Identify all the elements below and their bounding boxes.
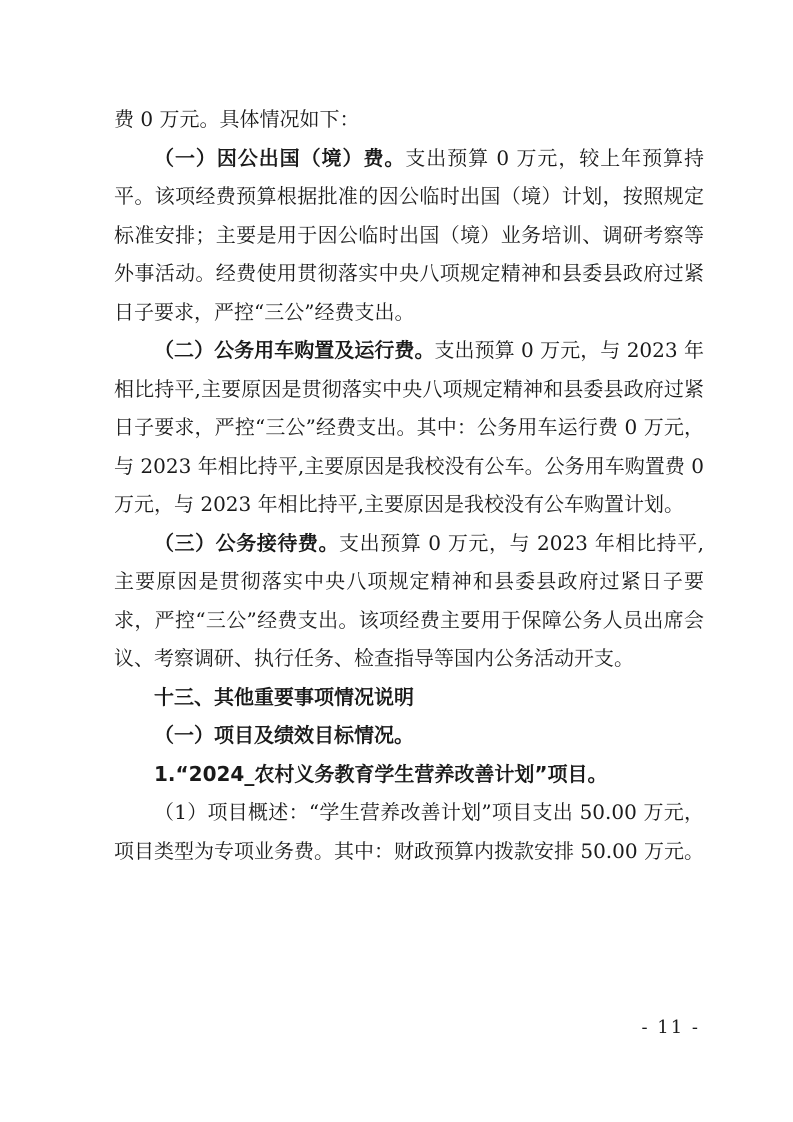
section-heading-13: 十三、其他重要事项情况说明 xyxy=(154,684,414,709)
paragraph-vehicle xyxy=(114,331,704,524)
paragraph-text: 费 0 万元。具体情况如下： xyxy=(114,107,360,131)
paragraph-foreign-travel xyxy=(114,139,704,332)
paragraph-text: 支出预算 0 万元，与 2023 年相比持平,主要原因是贯彻落实中央八项规定精神和县委县政府过紧日子要求，严控“三公”经费支出。其中：公务用车运行费 0 万元，与 2023 年相比持平,主要原因是我校没有公车。公务用车购置费 0 万元，与 2023 年相比持平,主要原因是我校没有公车购置计划。 xyxy=(114,338,705,516)
paragraph-continuation xyxy=(114,100,704,139)
paragraph-lead: （三）公务接待费。 xyxy=(154,530,340,555)
paragraph-lead: （二）公务用车购置及运行费。 xyxy=(154,338,435,362)
paragraph-reception xyxy=(114,524,704,678)
paragraph-text: 支出预算 0 万元，较上年预算持平。该项经费预算根据批准的因公临时出国（境）计划，按照规定标准安排；主要是用于因公临时出国（境）业务培训、调研考察等外事活动。经费使用贯彻落实中央八项规定精神和县委县政府过紧日子要求，严控“三公”经费支出。 xyxy=(114,145,705,324)
paragraph-project-overview: （1）项目概述：“学生营养改善计划”项目支出 50.00 万元，项目类型为专项业务费。其中：财政预算内拨款安排 50.00 万元。 xyxy=(114,800,704,863)
paragraph-lead: （一）因公出国（境）费。 xyxy=(154,145,406,170)
document-body xyxy=(114,100,704,870)
paragraph-text: 支出预算 0 万元，与 2023 年相比持平,主要原因是贯彻落实中央八项规定精神和县委县政府过紧日子要求，严控“三公”经费支出。该项经费主要用于保障公务人员出席会议、考察调研、执行任务、检查指导等国内公务活动开支。 xyxy=(114,530,704,670)
item-heading-nutrition-project: 1.“2024_农村义务教育学生营养改善计划”项目。 xyxy=(154,761,608,786)
page-number: - 11 - xyxy=(641,1017,700,1038)
subsection-heading-projects: （一）项目及绩效目标情况。 xyxy=(154,723,414,747)
